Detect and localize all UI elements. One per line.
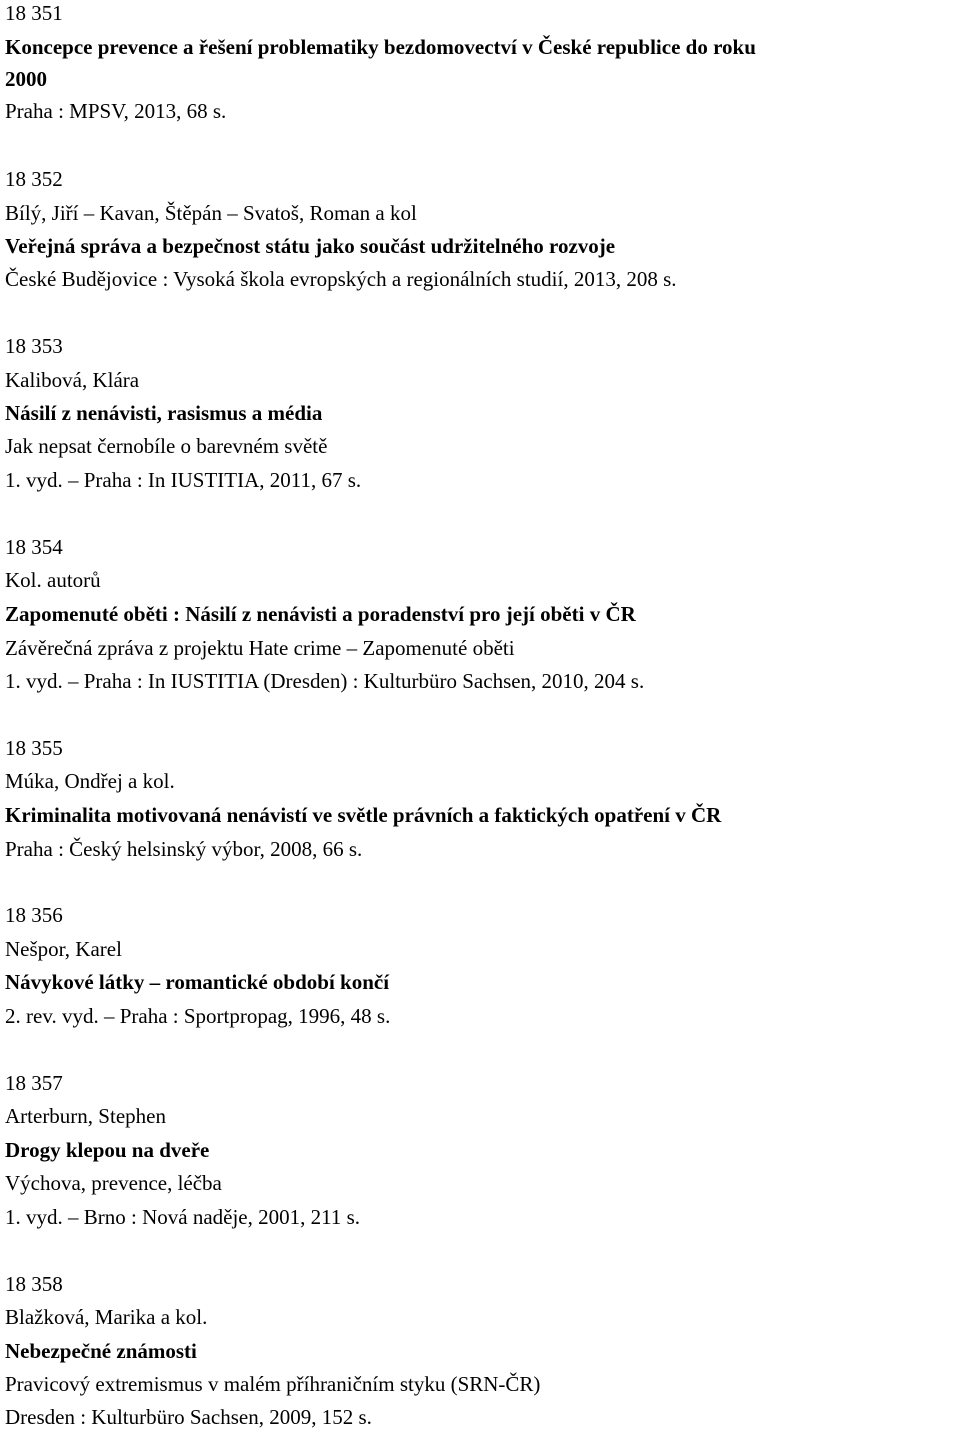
entry-title: Návykové látky – romantické období končí [5, 970, 390, 994]
entry-title: Veřejná správa a bezpečnost státu jako součást udržitelného rozvoje [5, 234, 616, 258]
entry-title: 2000 [5, 67, 47, 91]
entry-number: 18 356 [5, 903, 63, 927]
entry-imprint: Dresden : Kulturbüro Sachsen, 2009, 152 s. [5, 1405, 372, 1429]
entry-authors: Nešpor, Karel [5, 937, 122, 961]
entry-authors: Blažková, Marika a kol. [5, 1305, 208, 1329]
entry-title: Drogy klepou na dveře [5, 1138, 210, 1162]
entry-title: Nebezpečné známosti [5, 1339, 197, 1363]
entry-subtitle: Pravicový extremismus v malém příhraničním styku (SRN-ČR) [5, 1372, 541, 1396]
entry-number: 18 355 [5, 736, 63, 760]
entry-subtitle: Závěrečná zpráva z projektu Hate crime – Zapomenuté oběti [5, 636, 515, 660]
entry-authors: Kol. autorů [5, 568, 101, 592]
entry-subtitle: Výchova, prevence, léčba [5, 1171, 222, 1195]
entry-authors: Múka, Ondřej a kol. [5, 769, 175, 793]
entry-title: Násilí z nenávisti, rasismus a média [5, 401, 323, 425]
entry-imprint: 1. vyd. – Brno : Nová naděje, 2001, 211 s. [5, 1205, 361, 1229]
entry-number: 18 351 [5, 1, 63, 25]
entry-imprint: 1. vyd. – Praha : In IUSTITIA, 2011, 67 s. [5, 468, 362, 492]
entry-authors: Bílý, Jiří – Kavan, Štěpán – Svatoš, Roman a kol [5, 201, 417, 225]
entry-imprint: České Budějovice : Vysoká škola evropských a regionálních studií, 2013, 208 s. [5, 267, 677, 291]
entry-authors: Kalibová, Klára [5, 368, 140, 392]
entry-subtitle: Jak nepsat černobíle o barevném světě [5, 434, 328, 458]
entry-authors: Arterburn, Stephen [5, 1104, 166, 1128]
entry-imprint: 1. vyd. – Praha : In IUSTITIA (Dresden) : Kulturbüro Sachsen, 2010, 204 s. [5, 669, 645, 693]
entry-title: Koncepce prevence a řešení problematiky bezdomovectví v České republice do roku [5, 35, 756, 59]
entry-title: Zapomenuté oběti : Násilí z nenávisti a poradenství pro její oběti v ČR [5, 602, 636, 626]
entry-number: 18 358 [5, 1272, 63, 1296]
entry-number: 18 354 [5, 535, 63, 559]
entry-number: 18 352 [5, 167, 63, 191]
entry-number: 18 357 [5, 1071, 63, 1095]
entry-number: 18 353 [5, 334, 63, 358]
entry-imprint: 2. rev. vyd. – Praha : Sportpropag, 1996, 48 s. [5, 1004, 391, 1028]
entry-title: Kriminalita motivovaná nenávistí ve světle právních a faktických opatření v ČR [5, 803, 722, 827]
entry-imprint: Praha : Český helsinský výbor, 2008, 66 s. [5, 837, 363, 861]
entry-imprint: Praha : MPSV, 2013, 68 s. [5, 99, 227, 123]
